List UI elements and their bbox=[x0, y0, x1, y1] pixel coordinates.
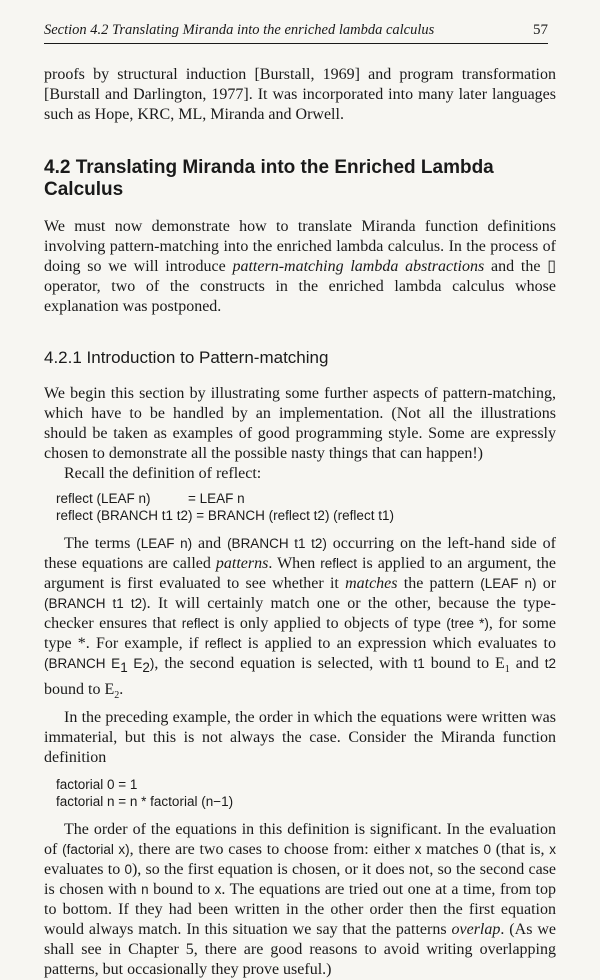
code-line: factorial 0 = 1 bbox=[56, 777, 138, 793]
code-factorial bbox=[56, 776, 556, 810]
running-head bbox=[44, 22, 548, 44]
subsection-heading: 4.2.1 Introduction to Pattern-matching bbox=[44, 348, 329, 367]
code-reflect bbox=[56, 490, 556, 524]
section-heading: 4.2 Translating Miranda into the Enriched Lambda Calculus bbox=[44, 157, 494, 200]
paragraph-recall: Recall the definition of reflect: bbox=[64, 465, 262, 482]
paragraph-translate: We must now demonstrate how to translate Miranda function definitions involving pattern-matching into the enriched lambda calculus. In the process of doing so we will introduce pattern-matching lambda abstractions and the ▯ operator, two of the constructs in the enriched lambda calculus whose explanation was postponed. bbox=[44, 218, 556, 315]
page-number: 57 bbox=[533, 22, 548, 38]
section-title: Section 4.2 Translating Miranda into the enriched lambda calculus bbox=[44, 22, 435, 38]
paragraph-overlap: The order of the equations in this definition is significant. In the evaluation of (factorial x), there are two cases to choose from: either x matches 0 (that is, x evaluates to 0), so the first equation is chosen, or it does not, so the second case is chosen with n bound to x. The equations are tried out one at a time, from top to bottom. If they had been written in the other order then the first equation would always match. In this situation we say that the patterns overlap. (As we shall see in Chapter 5, there are good reasons to avoid writing overlapping patterns, but occasionally they prove useful.) bbox=[44, 821, 557, 979]
paragraph-begin: We begin this section by illustrating some further aspects of pattern-matching, which have to be handled by an implementation. (Not all the illustrations should be taken as examples of good programming style. Some are expressly chosen to demonstrate all the possible nasty things that can happen!) bbox=[44, 385, 556, 462]
paragraph-patterns: The terms (LEAF n) and (BRANCH t1 t2) occurring on the left-hand side of these equations are called patterns. When reflect is applied to an argument, the argument is first evaluated to see whether it matches the pattern (LEAF n) or (BRANCH t1 t2). It will certainly match one or the other, because the type-checker ensures that reflect is only applied to objects of type (tree *), for some type *. For example, if reflect is applied to an expression which evaluates to (BRANCH $E_1$ $E_2$), the second equation is selected, with t1 bound to $E_1$ and t2 bound to $E_2$. bbox=[44, 535, 557, 702]
code-line: factorial n = n * factorial (n−1) bbox=[56, 794, 234, 810]
paragraph-intro: proofs by structural induction [Burstall, 1969] and program transformation [Burstall and Darlington, 1977]. It was incorporated into many later languages such as Hope, KRC, ML, Miranda and Orwell. bbox=[44, 66, 556, 123]
paragraph-order: In the preceding example, the order in which the equations were written was immaterial, but this is not always the case. Consider the Miranda function definition bbox=[44, 709, 556, 767]
code-line: reflect (LEAF n) = LEAF n bbox=[56, 491, 245, 506]
code-line: reflect (BRANCH t1 t2) = BRANCH (reflect t2) (reflect t1) bbox=[56, 508, 394, 523]
